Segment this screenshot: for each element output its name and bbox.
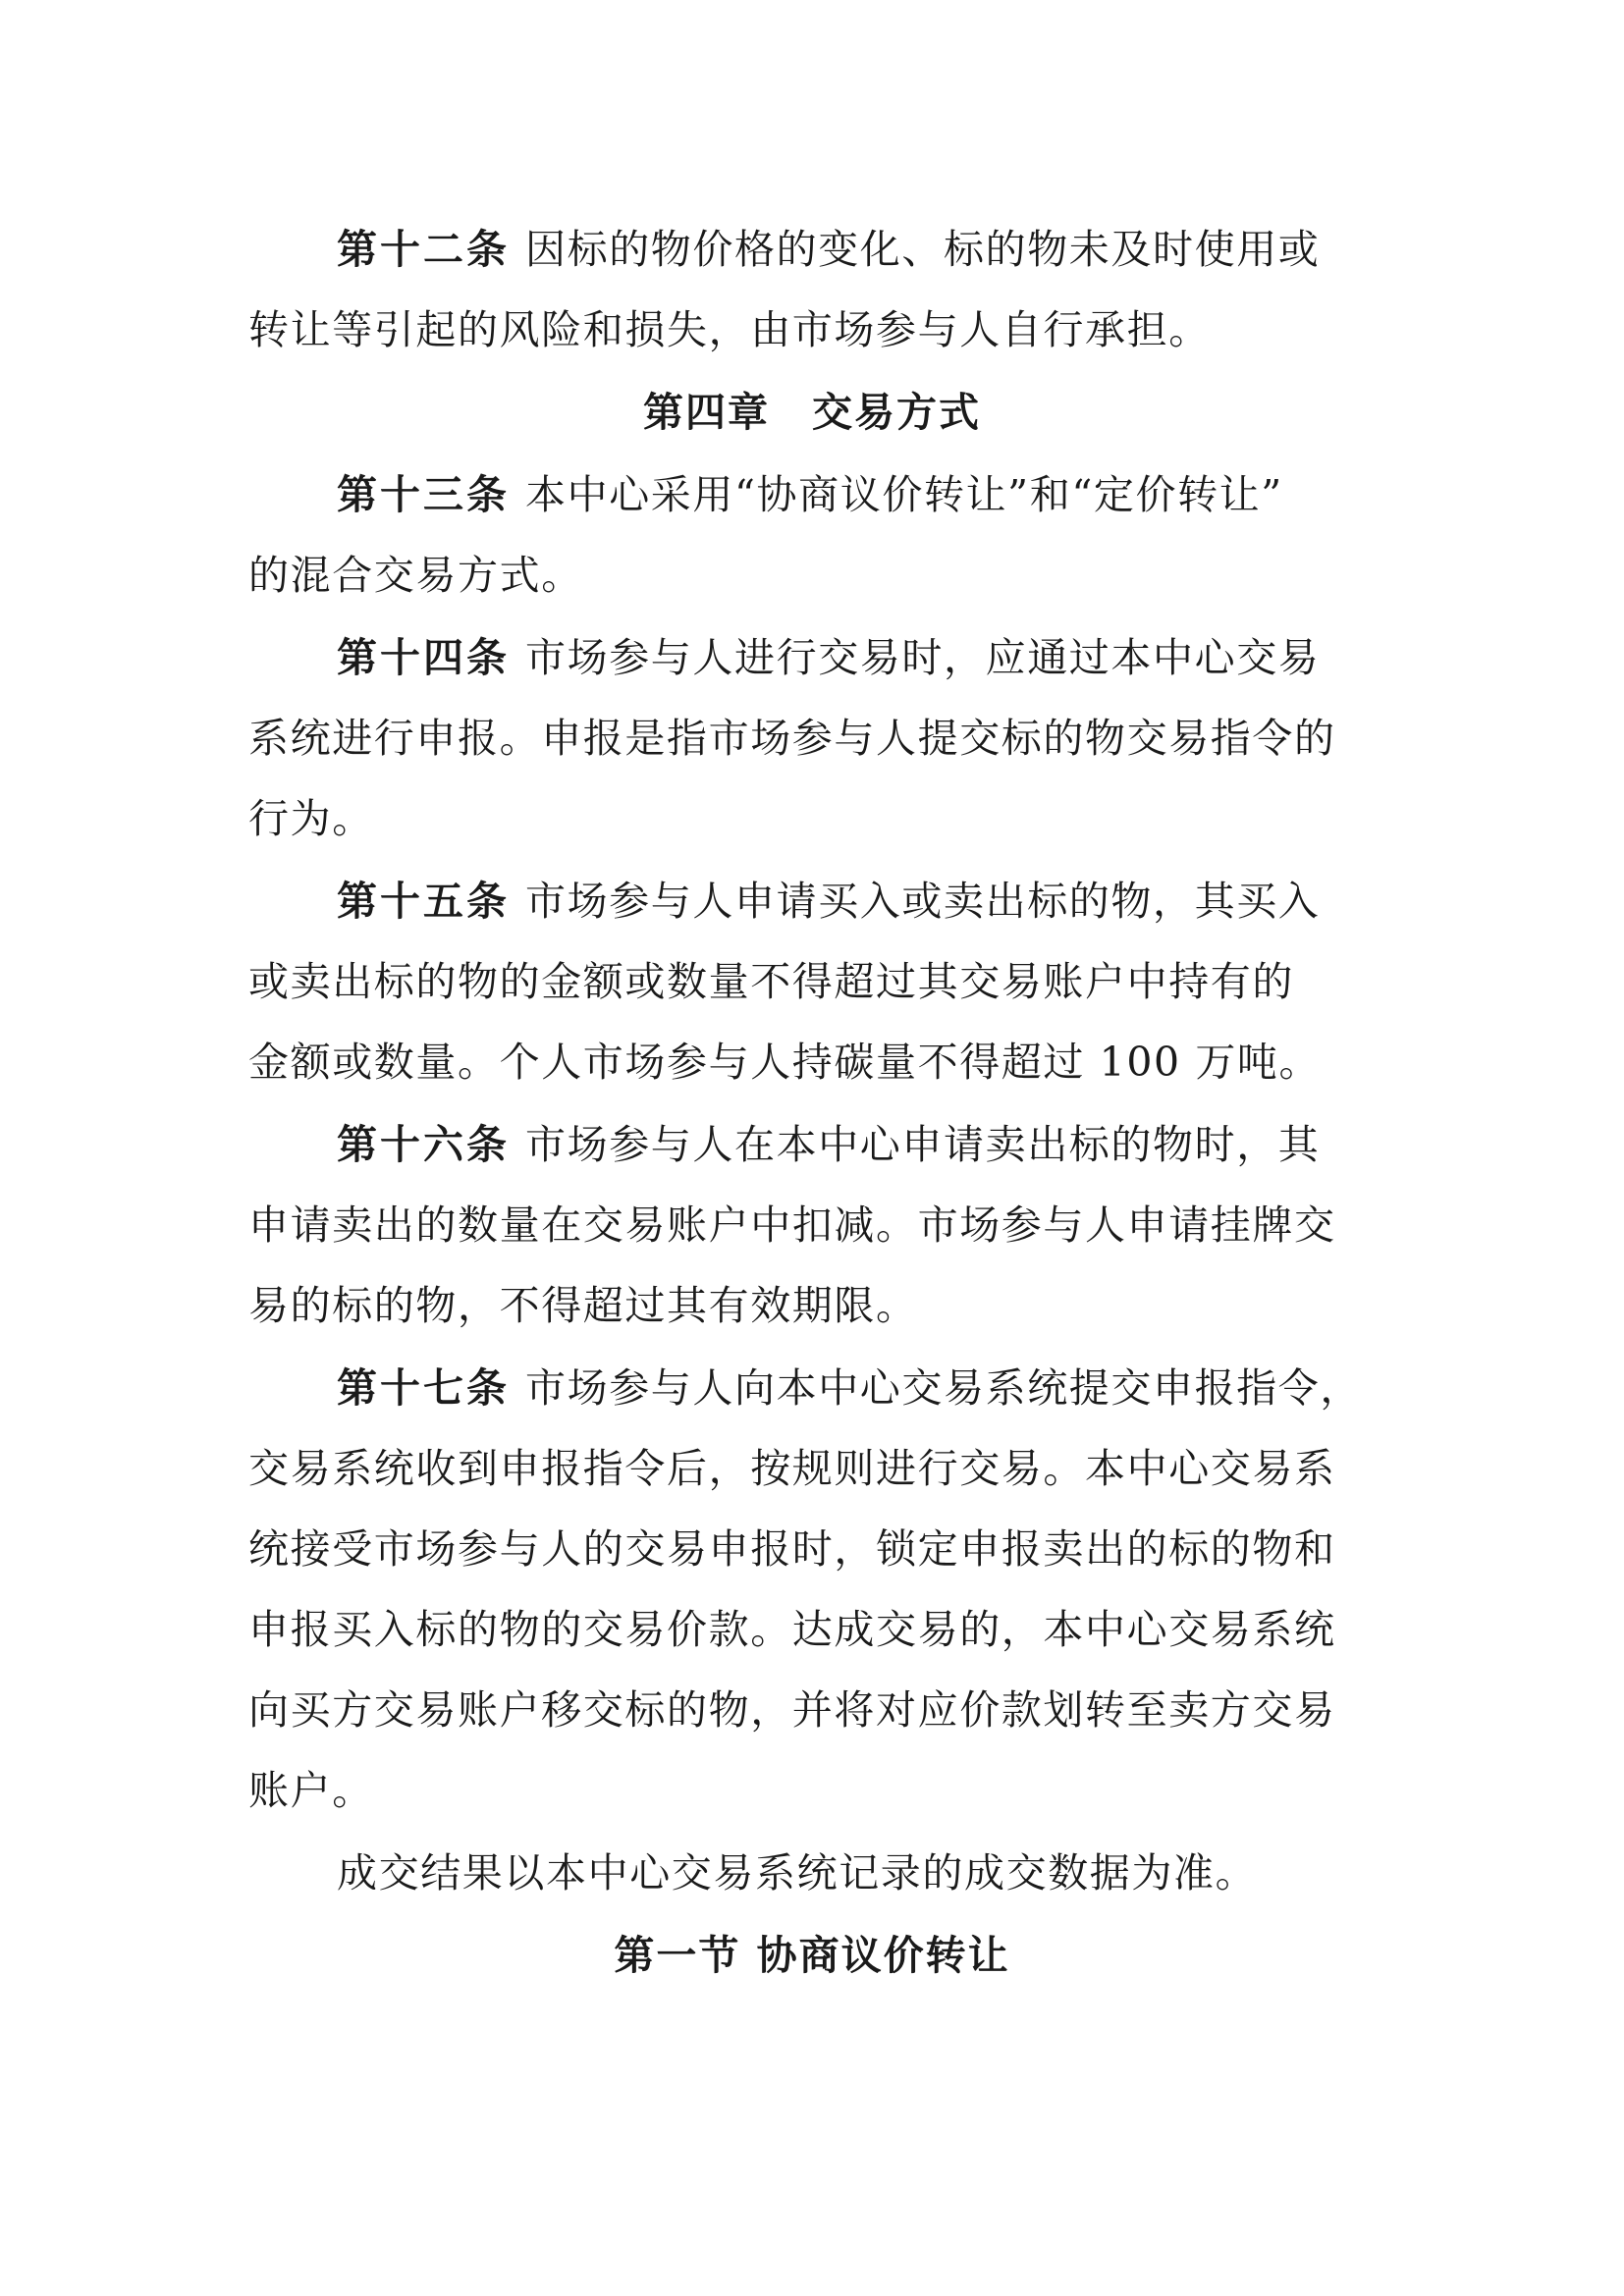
article-17-extra-paragraph: 成交结果以本中心交易系统记录的成交数据为准。 xyxy=(337,1849,1258,1896)
article-17-line-3: 统接受市场参与人的交易申报时，锁定申报卖出的标的物和 xyxy=(248,1525,1336,1573)
chapter-4-heading: 第四章 交易方式 xyxy=(643,389,981,436)
article-16-line-1 xyxy=(337,1115,1320,1174)
article-17-line-6: 账户。 xyxy=(248,1767,374,1814)
article-17-number: 第十七条 xyxy=(337,1364,510,1412)
article-14-number: 第十四条 xyxy=(337,634,510,681)
article-15-line-2: 或卖出标的物的金额或数量不得超过其交易账户中持有的 xyxy=(248,958,1294,1005)
article-16-line-2: 申请卖出的数量在交易账户中扣减。市场参与人申请挂牌交 xyxy=(248,1201,1336,1249)
article-15-number: 第十五条 xyxy=(337,878,510,925)
article-17-line-2: 交易系统收到申报指令后，按规则进行交易。本中心交易系 xyxy=(248,1445,1336,1492)
article-12-line-1 xyxy=(337,220,1320,279)
article-16-text-1: 市场参与人在本中心申请卖出标的物时，其 xyxy=(525,1121,1321,1168)
article-15-text-1: 市场参与人申请买入或卖出标的物，其买入 xyxy=(525,878,1321,925)
article-17-text-1: 市场参与人向本中心交易系统提交申报指令， xyxy=(525,1364,1362,1412)
article-16-line-3: 易的标的物，不得超过其有效期限。 xyxy=(248,1282,918,1329)
article-17-line-4: 申报买入标的物的交易价款。达成交易的，本中心交易系统 xyxy=(248,1606,1336,1653)
article-15-line-3: 金额或数量。个人市场参与人持碳量不得超过 100 万吨。 xyxy=(248,1039,1322,1086)
article-16-number: 第十六条 xyxy=(337,1121,510,1168)
article-13-line-2: 的混合交易方式。 xyxy=(248,552,583,599)
article-14-line-1 xyxy=(337,628,1320,687)
article-13-number: 第十三条 xyxy=(337,471,510,518)
article-15-line-1 xyxy=(337,872,1320,931)
article-13-text-1: 本中心采用“协商议价转让”和“定价转让” xyxy=(525,471,1283,518)
article-14-line-2: 系统进行申报。申报是指市场参与人提交标的物交易指令的 xyxy=(248,715,1336,762)
article-14-text-1: 市场参与人进行交易时，应通过本中心交易 xyxy=(525,634,1321,681)
article-17-line-1 xyxy=(337,1359,1362,1417)
article-12-text-1: 因标的物价格的变化、标的物未及时使用或 xyxy=(525,226,1321,273)
article-12-number: 第十二条 xyxy=(337,226,510,273)
article-14-line-3: 行为。 xyxy=(248,795,374,842)
article-17-line-5: 向买方交易账户移交标的物，并将对应价款划转至卖方交易 xyxy=(248,1686,1336,1734)
section-1-heading: 第一节 协商议价转让 xyxy=(614,1932,1010,1979)
article-12-line-2: 转让等引起的风险和损失，由市场参与人自行承担。 xyxy=(248,306,1211,353)
article-13-line-1 xyxy=(337,465,1283,524)
